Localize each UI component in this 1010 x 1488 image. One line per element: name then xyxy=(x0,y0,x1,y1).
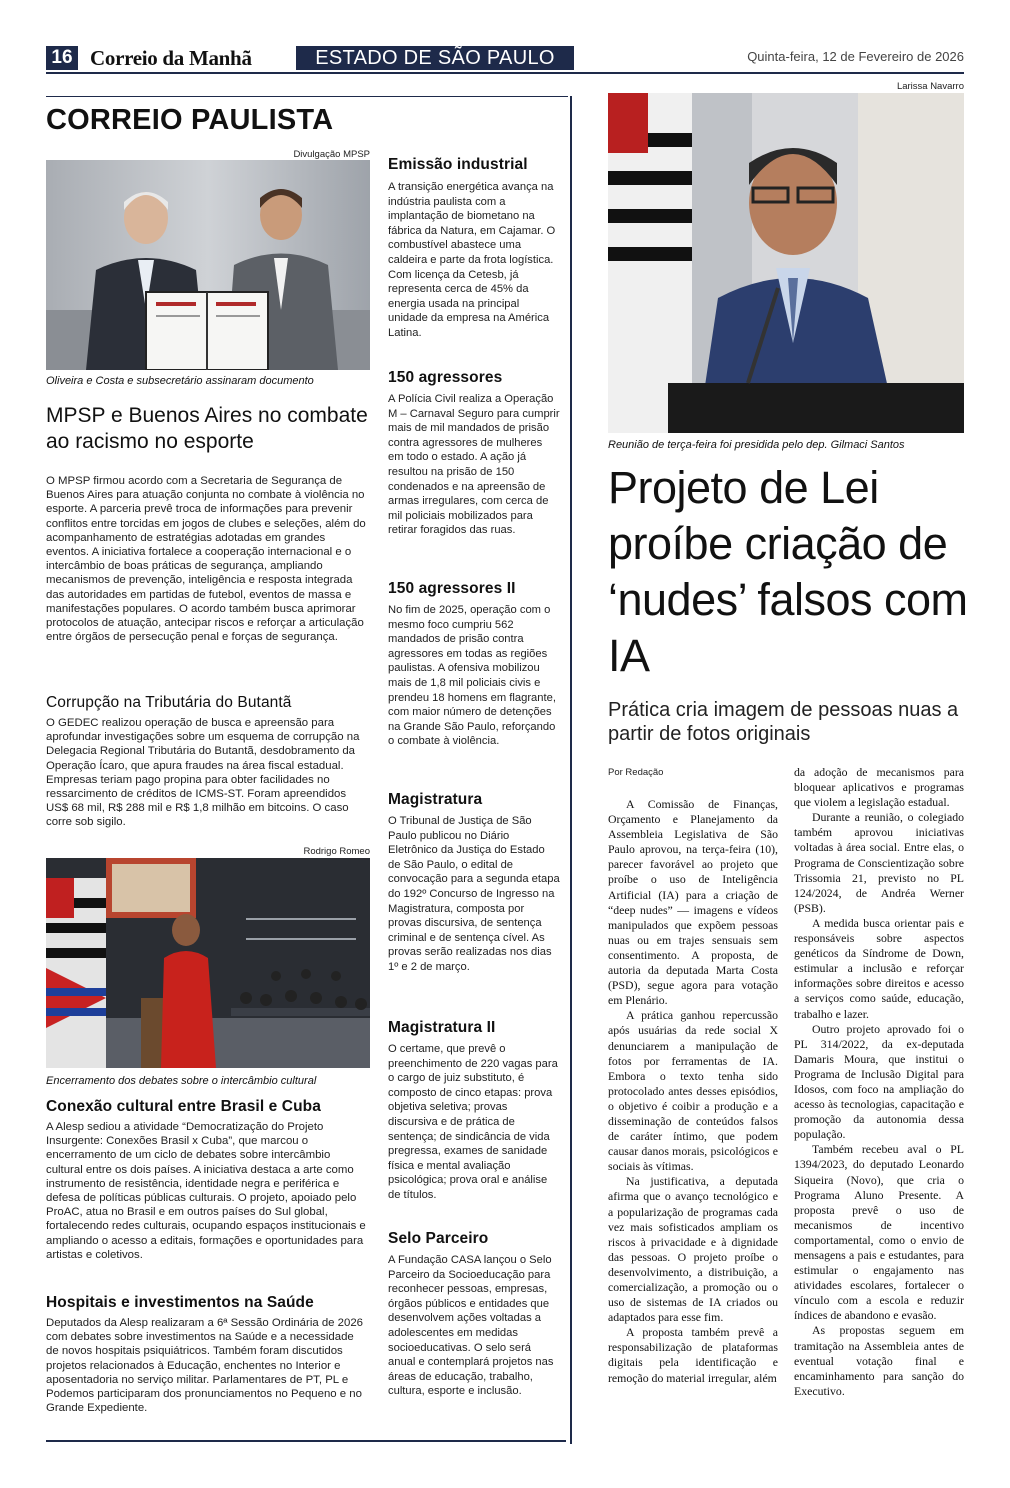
column-top-rule xyxy=(46,96,568,97)
paragraph: Outro projeto aprovado foi o PL 314/2022, da ex-deputada Damaris Moura, que institui o Programa de Inclusão Digital para Idosos, com foco na ampliação do acesso às tecnologias, capacitação e promoção da autonomia dessa população. xyxy=(794,1021,964,1142)
byline: Por Redação xyxy=(608,767,664,778)
photo-credit: Divulgação MPSP xyxy=(293,149,370,160)
page-number: 16 xyxy=(46,46,78,70)
brief-body: A Polícia Civil realiza a Operação M – Carnaval Seguro para cumprir mais de mil mandados de prisão contra agressores de mulheres em todo o estado. A ação já resultou na prisão de 150 condenados e na apreensão de armas irregulares, com cerca de mil policiais mobilizados para retirar foragidos das ruas. xyxy=(388,393,560,537)
photo-caption: Reunião de terça-feira foi presidida pelo dep. Gilmaci Santos xyxy=(608,439,905,451)
paragraph: Também recebeu aval o PL 1394/2023, do deputado Leonardo Siqueira (Novo), que cria o Programa Aluno Presente. A proposta prevê o uso de mecanismos de incentivo comportamental, como o envio de mensagens a pais e estudantes, para estimular o engajamento nas atividades escolares, fortalecer o vínculo com a escola e reduzir índices de abandono e evasão. xyxy=(794,1142,964,1323)
main-story-column-1 xyxy=(608,797,778,1386)
photo-cultural-event xyxy=(46,858,370,1068)
photo-credit: Rodrigo Romeo xyxy=(303,846,370,857)
paragraph: A Comissão de Finanças, Orçamento e Planejamento da Assembleia Legislativa de São Paulo aprovou, na terça-feira (10), parecer favorável ao projeto que proíbe o uso de Inteligência Artificial (IA) para a criação de “deep nudes” — imagens e vídeos manipulados que expõem pessoas nuas ou em trajes sensuais sem consentimento. A proposta, de autoria da deputada Marta Costa (PSD), segue agora para votação em Plenário. xyxy=(608,797,778,1008)
story-body: O MPSP firmou acordo com a Secretaria de Segurança de Buenos Aires para atuação conjunta no combate à violência no esporte. A parceria prevê troca de informações para prevenir conflitos entre torcidas em jogos de clubes e seleções, além do acompanhamento de estratégias adotadas em grandes eventos. A iniciativa fortalece a cooperação internacional e o intercâmbio de boas práticas de segurança, ampliando mecanismos de prevenção, inteligência e resposta integrada das autoridades em partidas de futebol, eventos de massa e manifestações populares. O acordo também busca aprimorar protocolos de atuação, antecipar riscos e reforçar a articulação entre órgãos de persecução penal e forças de segurança. xyxy=(46,475,366,644)
paragraph: Durante a reunião, o colegiado também aprovou iniciativas voltadas à área social. Entre elas, o Programa de Conscientização sobre Trissomia 21, previsto no PL 124/2024, de Andréa Werner (PSB). xyxy=(794,810,964,915)
story-headline: Hospitais e investimentos na Saúde xyxy=(46,1294,314,1311)
paragraph: da adoção de mecanismos para bloquear aplicativos e programas que violem a legislação estadual. xyxy=(794,765,964,810)
paragraph: As propostas seguem em tramitação na Assembleia antes de eventual votação final e encaminhamento para sanção do Executivo. xyxy=(794,1323,964,1398)
photo-caption: Oliveira e Costa e subsecretário assinaram documento xyxy=(46,375,314,387)
paragraph: A medida busca orientar pais e responsáveis sobre aspectos genéticos da Síndrome de Down, estimular a inclusão e reforçar informações sobre direitos e acesso a serviços como saúde, educação, trabalho e lazer. xyxy=(794,915,964,1021)
bottom-rule xyxy=(46,1440,566,1442)
photo-signing-ceremony xyxy=(46,160,370,370)
story-headline: MPSP e Buenos Aires no combate ao racismo no esporte xyxy=(46,404,368,453)
brief-headline: Magistratura xyxy=(388,791,483,808)
brief-headline: Magistratura II xyxy=(388,1019,496,1036)
brief-headline: Emissão industrial xyxy=(388,156,528,173)
edition-date: Quinta-feira, 12 de Fevereiro de 2026 xyxy=(747,49,964,64)
paragraph: A prática ganhou repercussão após usuárias da rede social X denunciarem a manipulação de fotos por ferramentas de IA. Embora o texto tenha sido protocolado antes desses episódios, o objetivo é coibir a produção e a disseminação de conteúdos falsos de caráter íntimo, que podem causar danos morais, psicológicos e sociais às vítimas. xyxy=(608,1008,778,1174)
brief-body: A transição energética avança na indústria paulista com a implantação de biometano na fábrica da Natura, em Cajamar. O combustível abastece uma caldeira e parte da frota logística. Com licença da Cetesb, já representa cerca de 45% da energia usada na principal unidade da empresa na América Latina. xyxy=(388,181,556,339)
main-headline: Projeto de Lei proíbe criação de ‘nudes’ falsos com IA xyxy=(608,462,968,681)
column-divider xyxy=(570,96,572,1444)
brief-body: O Tribunal de Justiça de São Paulo publicou no Diário Eletrônico da Justiça do Estado de São Paulo, o edital de convocação para a segunda etapa do 192º Concurso de Ingresso na Magistratura, composta por provas discursiva, de sentença criminal e de sentença cível. As provas serão realizadas nos dias 1º e 2 de março. xyxy=(388,815,560,973)
brief-body: A Fundação CASA lançou o Selo Parceiro da Socioeducação para reconhecer pessoas, empresas, órgãos públicos e entidades que desenvolvem ações voltadas a adolescentes em medidas socioeducativas. O selo será anual e contemplará projetos nas áreas de educação, trabalho, cultura, esporte e inclusão. xyxy=(388,1254,554,1398)
story-headline: Corrupção na Tributária do Butantã xyxy=(46,694,292,711)
newspaper-name: Correio da Manhã xyxy=(90,46,252,70)
story-body: O GEDEC realizou operação de busca e apreensão para aprofundar investigações sobre um esquema de corrupção na Delegacia Regional Tributária do Butantã, desdobramento da Operação Ícaro, que apura fraudes na área fiscal estadual. Empresas teriam pago propina para obter facilidades no ressarcimento de créditos de ICMS-ST. Foram apreendidos US$ 68 mil, R$ 288 mil e R$ 1,8 milhão em bitcoins. O caso corre sob sigilo. xyxy=(46,717,360,829)
header-rule xyxy=(46,72,964,74)
brief-headline: 150 agressores II xyxy=(388,580,516,597)
section-label: ESTADO DE SÃO PAULO xyxy=(296,46,574,70)
brief-body: No fim de 2025, operação com o mesmo foco cumpriu 562 mandados de prisão contra agressores em todas as regiões paulistas. A ofensiva mobilizou mais de 1,8 mil policiais civis e prendeu 18 homens em flagrante, com maior número de detenções na Grande São Paulo, reforçando o combate à violência. xyxy=(388,604,556,748)
brief-headline: 150 agressores xyxy=(388,369,503,386)
paragraph: Na justificativa, a deputada afirma que o avanço tecnológico e a popularização de programas cada vez mais sofisticados ampliam os riscos à privacidade e à dignidade das pessoas. O projeto proíbe o desenvolvimento, a distribuição, a comercialização, a promoção ou o uso de sistemas de IA criados ou adaptados para esse fim. xyxy=(608,1174,778,1325)
photo-caption: Encerramento dos debates sobre o intercâmbio cultural xyxy=(46,1075,317,1087)
main-deck: Prática cria imagem de pessoas nuas a partir de fotos originais xyxy=(608,699,959,745)
story-body: Deputados da Alesp realizaram a 6ª Sessão Ordinária de 2026 com debates sobre investimentos na Saúde e a necessidade de novos hospitais psiquiátricos. Também foram discutidos projetos relacionados à Educação, enchentes no Interior e aposentadoria no serviço militar. Parlamentares de PT, PL e Podemos participaram dos pronunciamentos no Pequeno e no Grande Expediente. xyxy=(46,1317,364,1415)
column-title: CORREIO PAULISTA xyxy=(46,104,334,136)
main-story-column-2 xyxy=(794,765,964,1399)
story-body: A Alesp sediou a atividade “Democratização do Projeto Insurgente: Conexões Brasil x Cuba”, que marcou o encerramento de um ciclo de debates sobre intercâmbio cultural entre os dois países. A iniciativa destaca a arte como instrumento de resistência, identidade negra e periférica e defesa de políticas públicas culturais. O projeto, apoiado pelo ProAC, atua no Brasil e em outros países do Sul global, fortalecendo redes culturais, ocupando espaços institucionais e ampliando o acesso a editais, formações e oportunidades para artistas e coletivos. xyxy=(46,1121,366,1261)
photo-credit: Larissa Navarro xyxy=(896,81,964,92)
paragraph: A proposta também prevê a responsabilização de plataformas digitais pela identificação e remoção do material irregular, além xyxy=(608,1325,778,1385)
brief-headline: Selo Parceiro xyxy=(388,1230,489,1247)
photo-deputy-speaking xyxy=(608,93,964,433)
brief-body: O certame, que prevê o preenchimento de 220 vagas para o cargo de juiz substituto, é composto de cinco etapas: prova objetiva seletiva; provas discursiva e de prática de sentença; de sindicância de vida pregressa, exames de sanidade física e mental avaliação psicológica; prova oral e análise de títulos. xyxy=(388,1043,558,1201)
story-headline: Conexão cultural entre Brasil e Cuba xyxy=(46,1098,321,1115)
